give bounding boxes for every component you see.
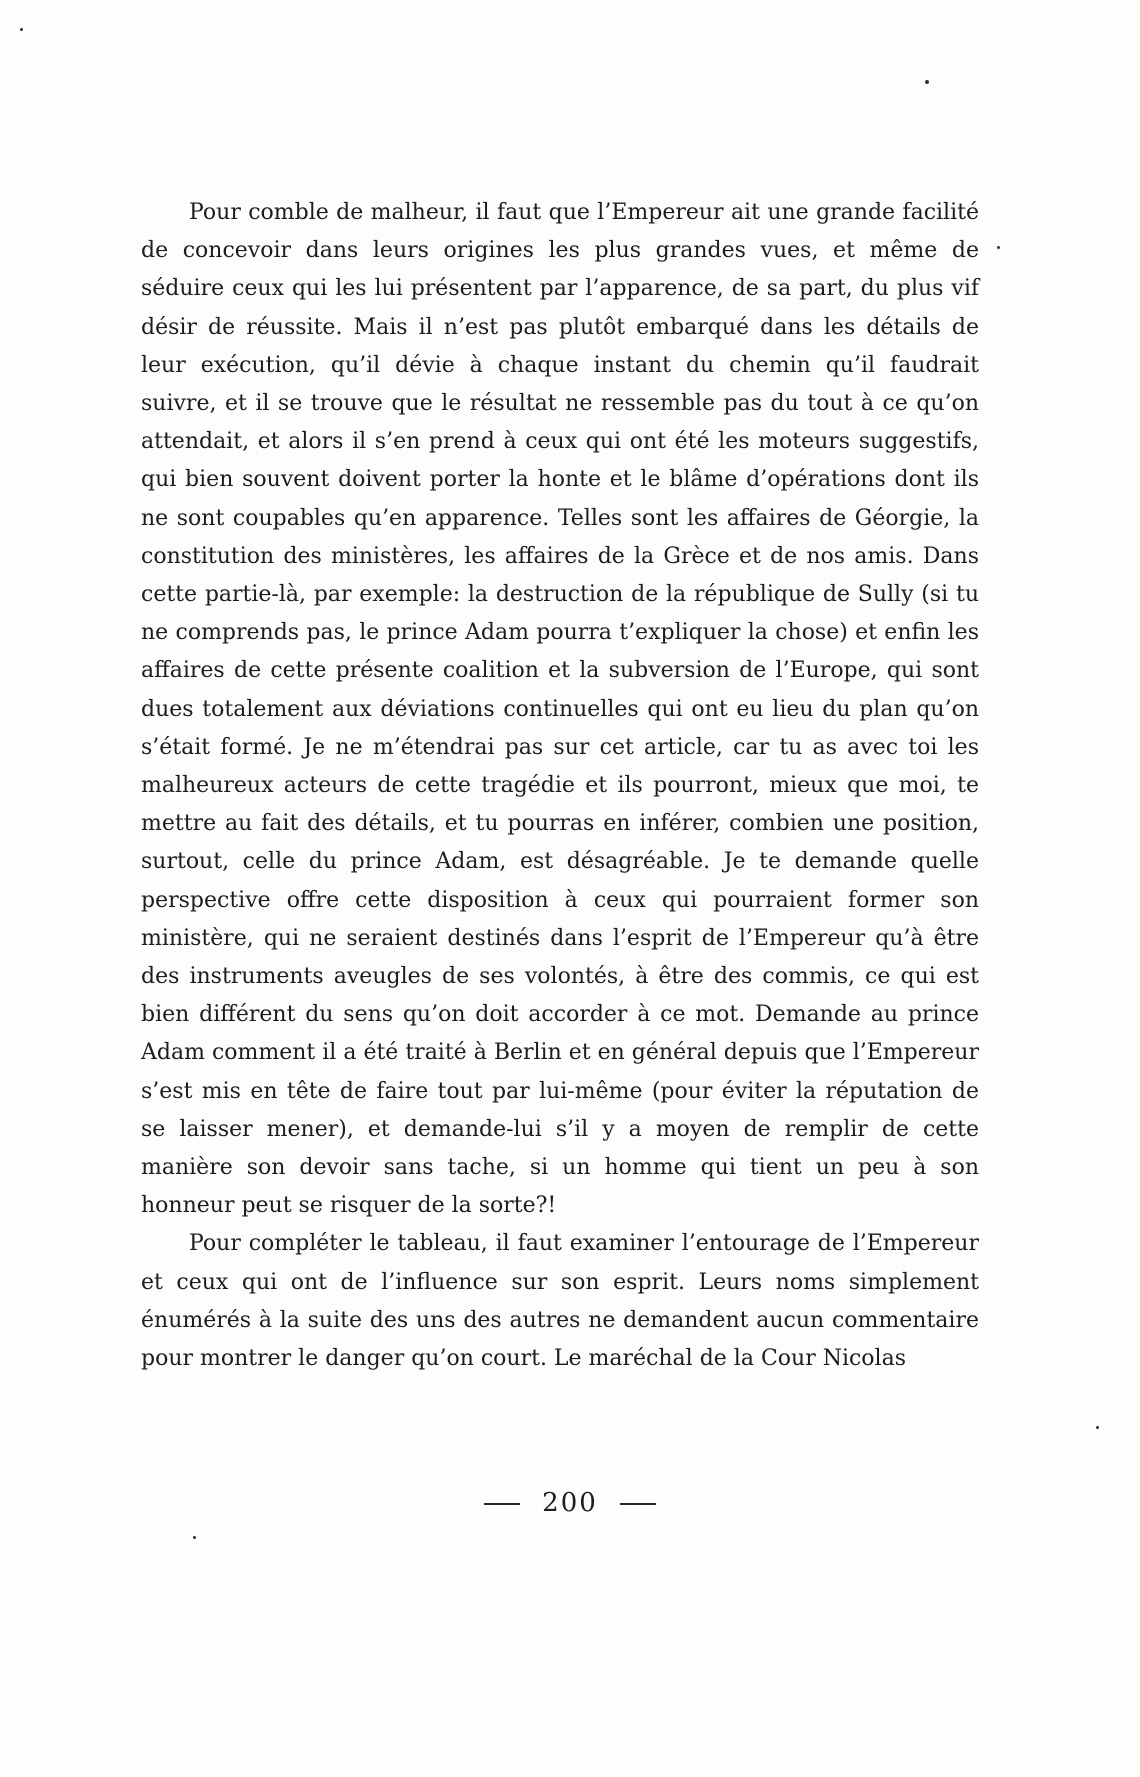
scan-speck	[193, 1536, 196, 1539]
scan-speck	[20, 28, 23, 31]
scan-speck	[997, 246, 1000, 249]
footer-dash-left	[484, 1503, 520, 1505]
page-footer	[0, 1488, 1140, 1518]
body-text	[141, 194, 979, 1378]
page-number: 200	[542, 1488, 598, 1518]
paragraph-2: Pour compléter le tableau, il faut examiner l’entourage de l’Empereur et ceux qui ont de l’influence sur son esprit. Leurs noms simplement énumérés à la suite des uns des autres ne demandent aucun commentaire pour montrer le danger qu’on court. Le maréchal de la Cour Nicolas	[141, 1231, 979, 1372]
scan-speck	[1096, 1426, 1099, 1429]
scan-speck	[925, 80, 929, 84]
paragraph-1: Pour comble de malheur, il faut que l’Empereur ait une grande facilité de concevoir dans leurs origines les plus grandes vues, et même de séduire ceux qui les lui présentent par l’apparence, de sa part, du plus vif désir de réussite. Mais il n’est pas plutôt embarqué dans les détails de leur exécution, qu’il dévie à chaque instant du chemin qu’il faudrait suivre, et il se trouve que le résultat ne ressemble pas du tout à ce qu’on attendait, et alors il s’en prend à ceux qui ont été les moteurs suggestifs, qui bien souvent doivent porter la honte et le blâme d’opérations dont ils ne sont coupables qu’en apparence. Telles sont les affaires de Géorgie, la constitution des ministères, les affaires de la Grèce et de nos amis. Dans cette partie-là, par exemple: la destruction de la république de Sully (si tu ne comprends pas, le prince Adam pourra t’expliquer la chose) et enfin les affaires de cette présente coalition et la subversion de l’Europe, qui sont dues totalement aux déviations continuelles qui ont eu lieu du plan qu’on s’était formé. Je ne m’étendrai pas sur cet article, car tu as avec toi les malheureux acteurs de cette tragédie et ils pourront, mieux que moi, te mettre au fait des détails, et tu pourras en inférer, combien une position, surtout, celle du prince Adam, est désagréable. Je te demande quelle perspective offre cette disposition à ceux qui pourraient former son ministère, qui ne seraient destinés dans l’esprit de l’Empereur qu’à être des instruments aveugles de ses volontés, à être des commis, ce qui est bien différent du sens qu’on doit accorder à ce mot. Demande au prince Adam comment il a été traité à Berlin et en général depuis que l’Empereur s’est mis en tête de faire tout par lui-même (pour éviter la réputation de se laisser mener), et demande-lui s’il y a moyen de remplir de cette manière son devoir sans tache, si un homme qui tient un peu à son honneur peut se risquer de la sorte?!	[141, 200, 979, 1219]
footer-dash-right	[620, 1503, 656, 1505]
